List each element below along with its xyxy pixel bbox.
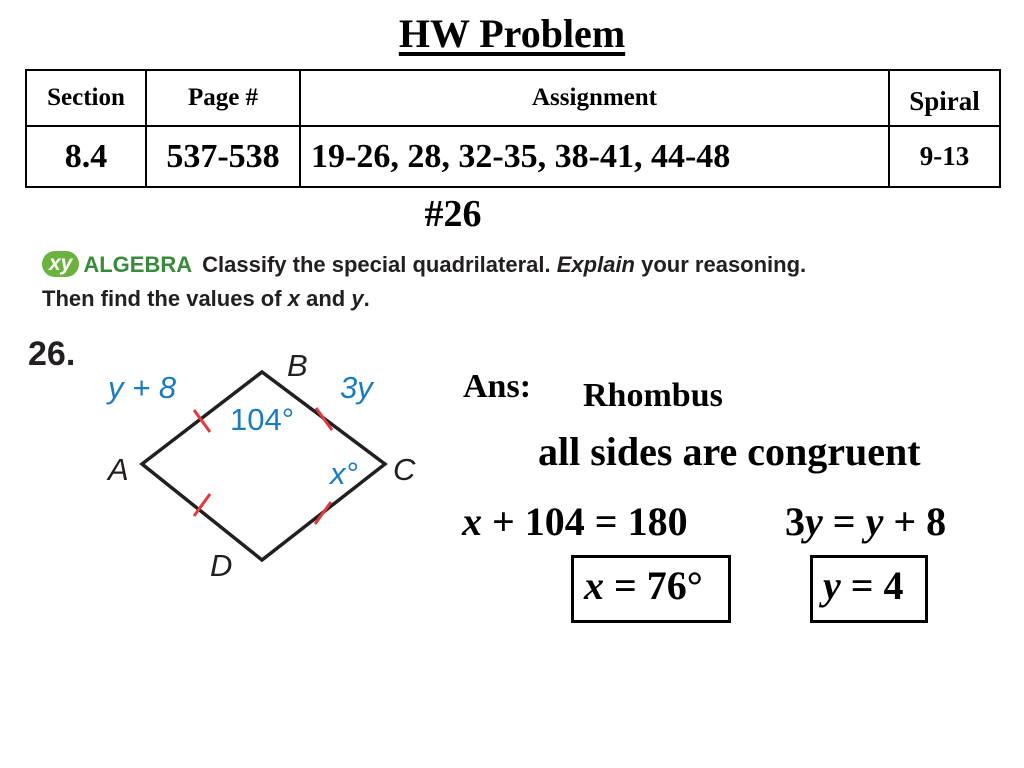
equation-y-coef: 3 <box>785 499 805 544</box>
assignment-table <box>25 69 1001 188</box>
cell-section: 8.4 <box>26 126 146 187</box>
equation-x-rest: + 104 = 180 <box>492 499 688 544</box>
equation-y-rest: + 8 <box>893 499 947 544</box>
rhombus-figure <box>100 338 420 588</box>
angle-c-label: x° <box>330 456 358 491</box>
instruction-text-3: Then find the values of <box>42 286 282 311</box>
instruction-and: and <box>306 286 346 311</box>
angle-b-label: 104° <box>230 402 295 437</box>
result-y-box <box>810 555 928 623</box>
vertex-b-label: B <box>287 348 308 383</box>
answer-reason: all sides are congruent <box>538 429 921 474</box>
instruction-var-x: x <box>287 286 300 311</box>
header-spiral: Spiral <box>889 70 1000 126</box>
xy-badge-icon: xy <box>42 251 79 277</box>
instruction-text-1: Classify the special quadrilateral. <box>202 252 551 277</box>
equation-x-var: x <box>462 499 482 544</box>
cell-page: 537-538 <box>146 126 300 187</box>
side-bc-label: 3y <box>340 370 373 405</box>
tick-dc <box>315 502 331 524</box>
result-y-var: y <box>823 563 841 608</box>
algebra-label: ALGEBRA <box>83 252 193 277</box>
instruction-period: . <box>363 286 370 311</box>
equation-x <box>462 498 688 545</box>
result-x-box <box>571 555 731 623</box>
answer-shape: Rhombus <box>583 377 723 414</box>
header-page: Page # <box>146 70 300 126</box>
equation-y <box>785 498 946 545</box>
result-x-value: = 76° <box>614 563 703 608</box>
cell-spiral: 9-13 <box>889 126 1000 187</box>
table-header-row <box>26 70 1000 126</box>
result-y-value: = 4 <box>850 563 904 608</box>
textbook-instructions <box>42 248 1002 316</box>
tick-bc <box>316 408 332 430</box>
vertex-c-label: C <box>393 452 416 487</box>
instruction-explain: Explain <box>556 252 635 277</box>
page-title: HW Problem <box>398 11 626 56</box>
cell-assignment: 19-26, 28, 32-35, 38-41, 44-48 <box>300 126 889 187</box>
side-ab-label: y + 8 <box>108 370 177 405</box>
equation-y-eq: = <box>832 499 856 544</box>
instruction-text-2: your reasoning. <box>641 252 807 277</box>
table-row <box>26 126 1000 187</box>
header-section: Section <box>26 70 146 126</box>
header-assignment: Assignment <box>300 70 889 126</box>
vertex-a-label: A <box>108 452 129 487</box>
exercise-number: 26. <box>28 335 76 373</box>
answer-label: Ans: <box>463 368 532 405</box>
instruction-var-y: y <box>351 286 364 311</box>
problem-number: #26 <box>424 193 482 235</box>
equation-y-var2: y <box>865 499 884 544</box>
vertex-d-label: D <box>210 548 233 583</box>
result-x-var: x <box>584 563 604 608</box>
equation-y-var1: y <box>805 499 823 544</box>
